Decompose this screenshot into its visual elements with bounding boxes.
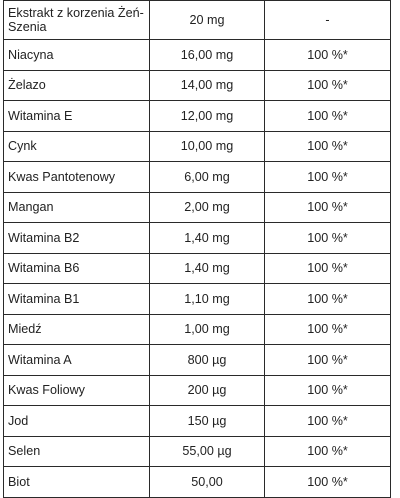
ingredient-percent: 100 %*: [265, 70, 391, 101]
ingredient-amount: 1,40 mg: [150, 223, 265, 254]
ingredient-amount: 12,00 mg: [150, 101, 265, 132]
table-row: [4, 162, 391, 193]
table-row: [4, 101, 391, 132]
ingredient-percent: 100 %*: [265, 223, 391, 254]
table-row: [4, 314, 391, 345]
table-row: [4, 1, 391, 40]
ingredient-amount: 50,00: [150, 467, 265, 498]
ingredient-name: Ekstrakt z korzenia Żeń-Szenia: [4, 1, 150, 40]
table-row: [4, 70, 391, 101]
ingredient-name: Cynk: [4, 131, 150, 162]
ingredient-percent: -: [265, 1, 391, 40]
ingredient-name: Żelazo: [4, 70, 150, 101]
ingredient-percent: 100 %*: [265, 40, 391, 71]
ingredient-percent: 100 %*: [265, 375, 391, 406]
table-row: [4, 223, 391, 254]
ingredient-percent: 100 %*: [265, 253, 391, 284]
ingredient-percent: 100 %*: [265, 162, 391, 193]
ingredient-percent: 100 %*: [265, 101, 391, 132]
ingredient-name: Niacyna: [4, 40, 150, 71]
nutrition-table: [3, 0, 391, 498]
ingredient-percent: 100 %*: [265, 436, 391, 467]
ingredient-name: Mangan: [4, 192, 150, 223]
ingredient-amount: 1,40 mg: [150, 253, 265, 284]
ingredient-percent: 100 %*: [265, 406, 391, 437]
ingredient-amount: 1,00 mg: [150, 314, 265, 345]
ingredient-name: Jod: [4, 406, 150, 437]
ingredient-amount: 55,00 µg: [150, 436, 265, 467]
table-row: [4, 345, 391, 376]
ingredient-name: Witamina B1: [4, 284, 150, 315]
table-row: [4, 284, 391, 315]
ingredient-amount: 1,10 mg: [150, 284, 265, 315]
table-row: [4, 40, 391, 71]
ingredient-amount: 800 µg: [150, 345, 265, 376]
table-row: [4, 406, 391, 437]
ingredient-amount: 16,00 mg: [150, 40, 265, 71]
ingredient-amount: 2,00 mg: [150, 192, 265, 223]
ingredient-amount: 200 µg: [150, 375, 265, 406]
ingredient-amount: 6,00 mg: [150, 162, 265, 193]
ingredient-name: Miedź: [4, 314, 150, 345]
ingredient-amount: 14,00 mg: [150, 70, 265, 101]
ingredient-amount: 10,00 mg: [150, 131, 265, 162]
ingredient-name: Kwas Foliowy: [4, 375, 150, 406]
ingredient-percent: 100 %*: [265, 467, 391, 498]
ingredient-percent: 100 %*: [265, 192, 391, 223]
table-row: [4, 375, 391, 406]
ingredient-name: Kwas Pantotenowy: [4, 162, 150, 193]
table-row: [4, 467, 391, 498]
ingredient-percent: 100 %*: [265, 284, 391, 315]
table-row: [4, 253, 391, 284]
ingredient-amount: 20 mg: [150, 1, 265, 40]
ingredient-name: Selen: [4, 436, 150, 467]
table-row: [4, 192, 391, 223]
ingredient-percent: 100 %*: [265, 345, 391, 376]
ingredient-amount: 150 µg: [150, 406, 265, 437]
ingredient-percent: 100 %*: [265, 314, 391, 345]
ingredient-name: Witamina A: [4, 345, 150, 376]
ingredient-name: Biot: [4, 467, 150, 498]
ingredient-percent: 100 %*: [265, 131, 391, 162]
table-row: [4, 131, 391, 162]
ingredient-name: Witamina E: [4, 101, 150, 132]
ingredient-name: Witamina B2: [4, 223, 150, 254]
table-row: [4, 436, 391, 467]
ingredient-name: Witamina B6: [4, 253, 150, 284]
